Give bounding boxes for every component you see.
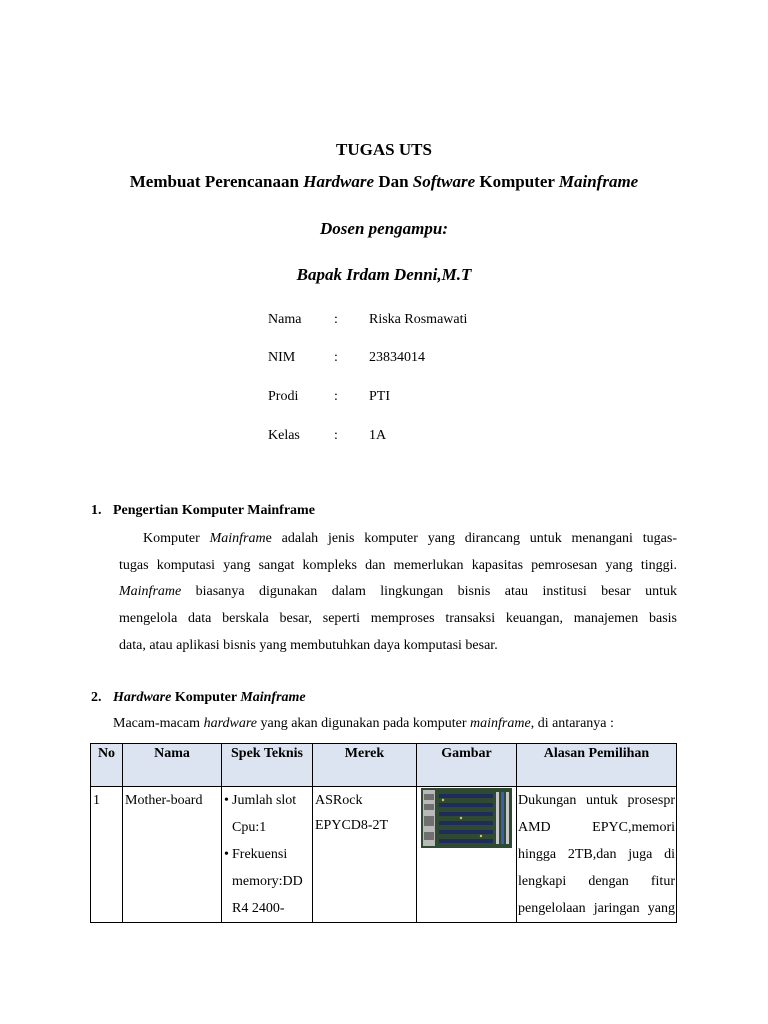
pcie-slot [439,812,493,816]
io-port [424,804,434,810]
spec-item [224,787,312,841]
column-header-no: No [91,744,123,787]
pcie-slot [439,839,493,843]
text-run-italic: mainframe [470,716,531,731]
section-2-intro [113,716,614,732]
text-run-italic: hardware [203,716,257,731]
title-text-italic: Mainframe [558,172,639,191]
dimm-slot [501,792,504,844]
capacitor [460,817,462,819]
text-run: biasanya digunakan dalam lingkungan bisnis atau institusi besar untuk [181,584,677,599]
capacitor [442,799,444,801]
spec-text: Cpu:1 [232,820,267,835]
section-2-heading [91,690,306,706]
identity-label: Prodi [268,389,299,404]
spec-list [222,787,312,922]
column-header-gambar: Gambar [417,744,517,787]
identity-value: PTI [369,389,390,404]
column-header-merek: Merek [313,744,417,787]
io-port [424,794,434,800]
text-run: tugas komputasi yang sangat kompleks dan memerlukan kapasitas pemrosesan yang tinggi. [119,558,677,573]
cell-merek [313,787,417,923]
paragraph-line [119,557,677,575]
brand-text: ASRock [315,793,363,808]
text-run: yang akan digunakan pada komputer [256,716,471,731]
text-run-italic: Mainfram [209,531,266,546]
identity-label: Nama [268,312,302,327]
reason-line: Dukungan untuk prosespr [518,793,675,808]
identity-separator: : [334,428,338,443]
lecturer-name: Bapak Irdam Denni,M.T [296,265,472,284]
title-text: Dan [374,172,413,191]
pcie-slot [439,803,493,807]
spec-text: memory:DD [232,874,303,889]
section-title: Komputer [171,690,241,705]
section-title: Pengertian Komputer Mainframe [113,503,315,518]
dimm-slot [506,792,509,844]
text-run: data, atau aplikasi bisnis yang membutuhkan daya komputasi besar. [119,638,498,653]
cell-text: Mother-board [125,793,203,808]
document-title [0,172,768,192]
lecturer-label: Dosen pengampu: [320,219,448,238]
identity-separator: : [334,350,338,365]
io-port [424,832,434,840]
title-text-italic: Hardware [303,172,375,191]
identity-value: Riska Rosmawati [369,312,468,327]
pcie-slot [439,794,493,798]
cell-text: 1 [93,793,100,808]
pcie-slot [439,821,493,825]
section-number: 1. [91,503,102,518]
text-run: , di antaranya : [530,716,614,731]
reason-line: hingga 2TB,dan juga di [518,847,675,862]
text-run: Komputer [143,531,210,546]
text-run: e adalah jenis komputer yang dirancang untuk menangani tugas- [265,531,677,546]
section-title-italic: Hardware [113,690,172,705]
cell-no [91,787,123,923]
cell-nama [123,787,222,923]
cell-spek [222,787,313,923]
identity-separator: : [334,312,338,327]
text-run: Macam-macam [113,716,204,731]
identity-label: NIM [268,350,296,365]
table-row [91,787,677,923]
section-title-italic: Mainframe [240,690,306,705]
cell-alasan [517,787,677,923]
paragraph-line [119,583,677,601]
text-run: mengelola data berskala besar, seperti memproses transaksi keuangan, manajemen basis [119,611,677,626]
paragraph-line [119,637,677,655]
title-text: Membuat Perencanaan [129,172,304,191]
column-header-alasan: Alasan Pemilihan [517,744,677,787]
column-header-nama: Nama [123,744,222,787]
spec-item [224,841,312,922]
capacitor [480,835,482,837]
hardware-table [90,743,677,923]
pcie-slot [439,830,493,834]
reason-line: AMD EPYC,memori [518,820,675,835]
motherboard-image [421,788,512,848]
spec-text: • Jumlah slot [232,793,297,808]
reason-line: lengkapi dengan fitur [518,874,675,889]
identity-value: 1A [369,428,387,443]
title-text: Komputer [475,172,559,191]
identity-value: 23834014 [369,350,425,365]
reason-text [517,787,676,922]
spec-text: R4 2400- [232,901,285,916]
text-run-italic: Mainframe [119,584,182,599]
column-header-spek: Spek Teknis [222,744,313,787]
assignment-label: TUGAS UTS [336,140,432,159]
table-header-row [91,744,677,787]
reason-line: pengelolaan jaringan yang [518,901,675,916]
cell-gambar [417,787,517,923]
io-port [424,816,434,826]
paragraph-line [143,530,677,548]
model-text: EPYCD8-2T [315,818,389,833]
section-number: 2. [91,690,102,705]
paragraph-line [119,610,677,628]
title-text-italic: Software [412,172,476,191]
identity-separator: : [334,389,338,404]
identity-label: Kelas [268,428,300,443]
dimm-slot [496,792,499,844]
spec-text: • Frekuensi [232,847,288,862]
section-1-heading [91,503,315,519]
